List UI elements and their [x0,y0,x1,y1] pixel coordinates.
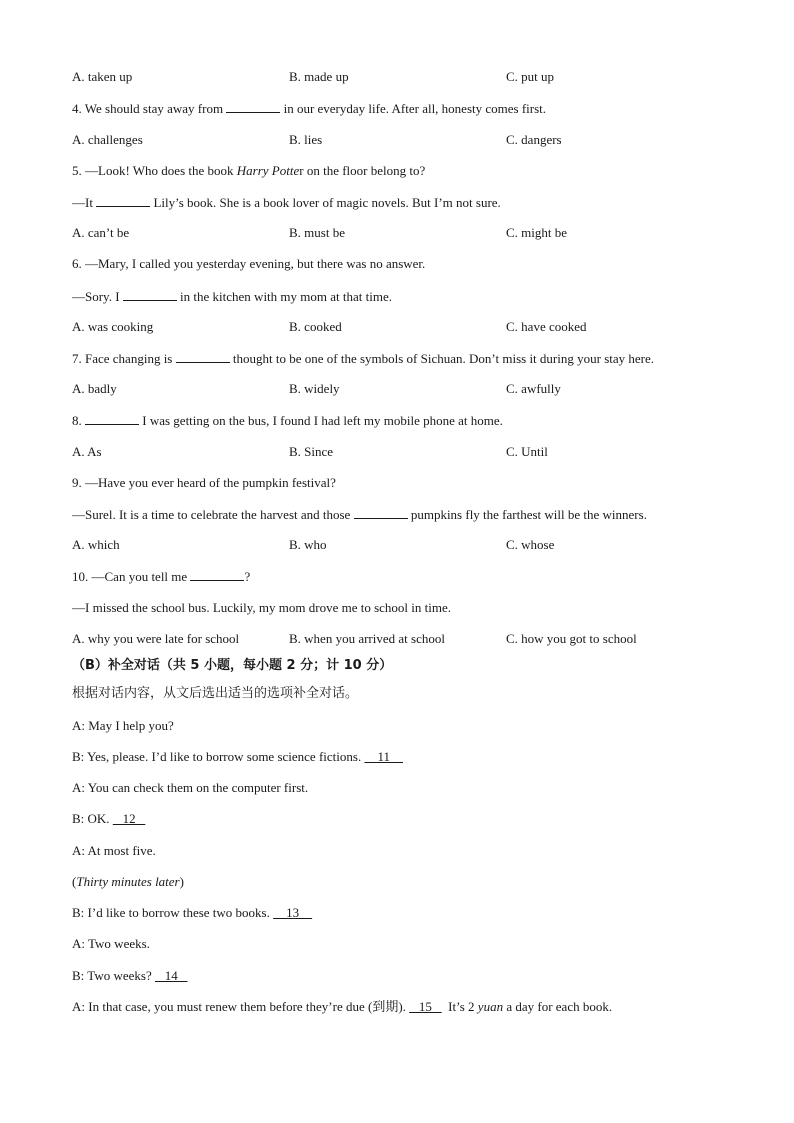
q5-line2-post: Lily’s book. She is a book lover of magic novels. But I’m not sure. [150,195,501,210]
q8-stem-pre: 8. [72,413,85,428]
q10-option-b: B. when you arrived at school [289,631,445,646]
q6-blank [123,288,177,301]
q3-option-b: B. made up [289,69,349,84]
q4-option-a: A. challenges [72,132,143,147]
dialog-line-10 [72,999,612,1015]
q5-stem [72,163,425,179]
paren-close: ) [179,874,184,889]
q10-stem-pre: 10. —Can you tell me [72,569,191,584]
dialog-line-10-text: A: In that case, you must renew them before they’re due (到期). [72,999,410,1014]
blank-13: 13 [273,905,313,920]
q5-stem-pre: 5. —Look! Who does the book [72,163,237,178]
section-b-title: （B）补全对话（共 5 小题，每小题 2 分；计 10 分） [72,658,393,673]
stage-direction: Thirty minutes later [76,874,180,889]
q10-option-a: A. why you were late for school [72,631,240,646]
q5-option-a: A. can’t be [72,225,130,240]
section-b-instruction: 根据对话内容，从文后选出适当的选项补全对话。 [72,686,359,701]
blank-12: 12 [112,811,146,826]
q9-option-c: C. whose [506,537,555,552]
q7-option-a: A. badly [72,381,117,396]
q9-line2-pre: —Surel. It is a time to celebrate the harvest and those [72,507,354,522]
q3-option-a: A. taken up [72,69,133,84]
q8-option-a: A. As [72,444,102,459]
q9-stem: 9. —Have you ever heard of the pumpkin festival? [72,475,336,490]
q10-stem [72,568,250,585]
q8-blank [85,412,139,425]
dialog-line-6 [72,874,184,890]
q6-stem: 6. —Mary, I called you yesterday evening, but there was no answer. [72,256,426,271]
q9-option-b: B. who [289,537,327,552]
blank-11: 11 [364,749,403,764]
dialog-line-9-text: B: Two weeks? [72,968,155,983]
q10-blank [190,568,244,581]
q9-option-a: A. which [72,537,120,552]
q4-stem [72,100,546,117]
q8-stem [72,412,503,429]
dialog-line-2 [72,749,403,765]
q7-stem-pre: 7. Face changing is [72,351,176,366]
q7-stem [72,350,654,367]
currency-word: yuan [477,999,504,1014]
dialog-line-5: A: At most five. [72,843,156,858]
paren-open: ( [72,874,77,889]
q8-option-c: C. Until [506,444,548,459]
q5-blank [96,194,150,207]
dialog-line-9 [72,968,187,984]
q9-line2 [72,506,647,523]
q5-stem-post: r on the floor belong to? [299,163,426,178]
q5-line2-pre: —It [72,195,97,210]
blank-15: 15 [409,999,442,1014]
q5-book-title: Harry Potte [236,163,300,178]
q6-option-c: C. have cooked [506,319,587,334]
q9-blank [354,506,408,519]
q6-line2-pre: —Sory. I [72,289,123,304]
dialog-line-10-end: a day for each book. [503,999,613,1014]
q4-stem-post: in our everyday life. After all, honesty comes first. [280,101,547,116]
dialog-line-1: A: May I help you? [72,718,174,733]
q8-stem-post: I was getting on the bus, I found I had left my mobile phone at home. [139,413,503,428]
dialog-line-2-text: B: Yes, please. I’d like to borrow some science fictions. [72,749,365,764]
q7-blank [176,350,230,363]
q10-option-c: C. how you got to school [506,631,637,646]
q9-line2-post: pumpkins fly the farthest will be the winners. [407,507,647,522]
dialog-line-10-mid: It’s 2 [441,999,478,1014]
q5-line2 [72,194,501,211]
q7-option-c: C. awfully [506,381,561,396]
q4-stem-pre: 4. We should stay away from [72,101,227,116]
q4-option-c: C. dangers [506,132,562,147]
dialog-line-8: A: Two weeks. [72,936,150,951]
q3-option-c: C. put up [506,69,555,84]
q7-option-b: B. widely [289,381,340,396]
dialog-line-4 [72,811,145,827]
q5-option-c: C. might be [506,225,568,240]
dialog-line-7 [72,905,312,921]
q10-stem-post: ? [244,569,251,584]
q10-line2: —I missed the school bus. Luckily, my mom drove me to school in time. [72,600,451,615]
q4-blank [226,100,280,113]
dialog-line-3: A: You can check them on the computer first. [72,780,309,795]
q6-option-a: A. was cooking [72,319,154,334]
q6-line2 [72,288,392,305]
q6-option-b: B. cooked [289,319,342,334]
q8-option-b: B. Since [289,444,334,459]
q5-option-b: B. must be [289,225,345,240]
blank-14: 14 [154,968,188,983]
dialog-line-7-text: B: I’d like to borrow these two books. [72,905,274,920]
q4-option-b: B. lies [289,132,323,147]
q7-stem-post: thought to be one of the symbols of Sichuan. Don’t miss it during your stay here. [229,351,655,366]
q6-line2-post: in the kitchen with my mom at that time. [176,289,392,304]
dialog-line-4-text: B: OK. [72,811,113,826]
